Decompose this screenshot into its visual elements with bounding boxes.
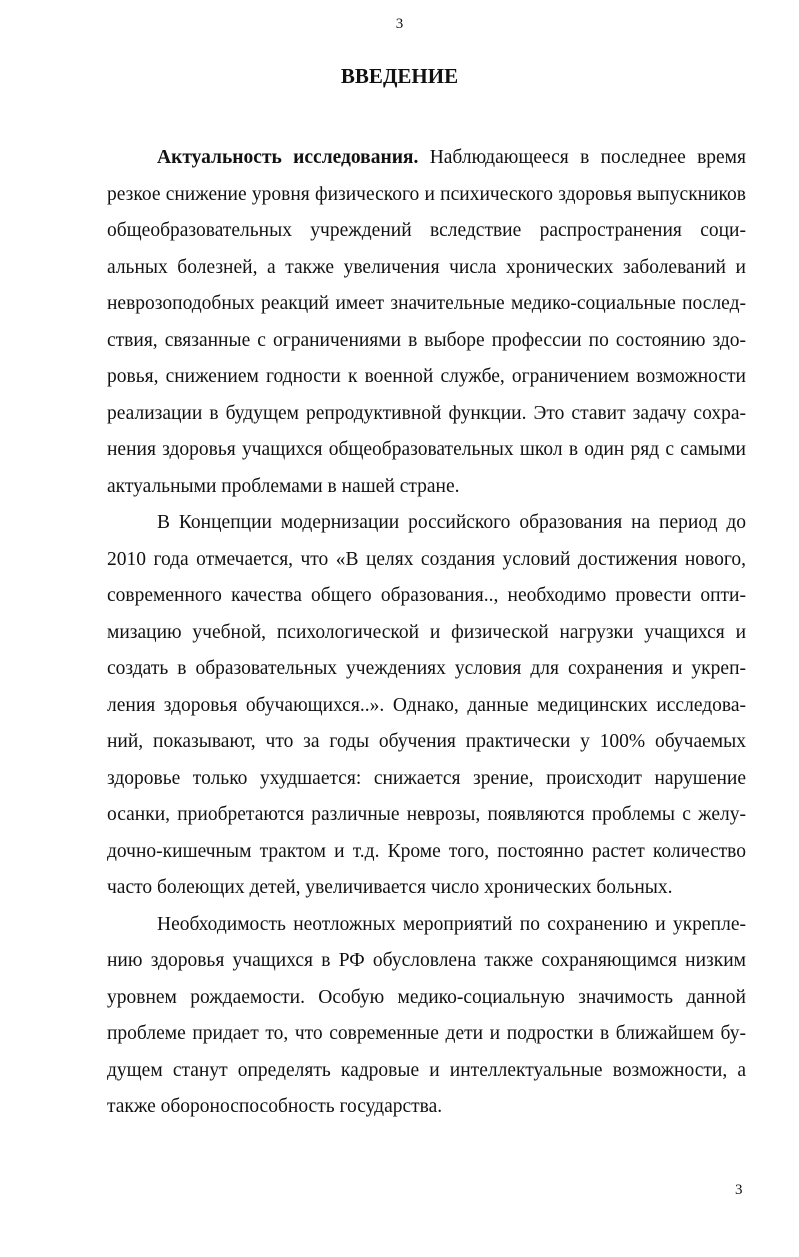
paragraph-necessity: Необходимость неотложных мероприятий по сохранению и укреплению здоровья учащихся в РФ обусловлена также сохраняющимся низким уровнем рождаемости. Особую медико-социальную значимость данной проблеме придает то, что современные дети и подростки в ближайшем будущем станут определять кадровые и интеллектуальные возможности, а также обороноспособность государства. (107, 913, 746, 1117)
paragraph-text: Наблюдающееся в последнее время резкое снижение уровня физического и психического здоровья выпускников общеобразовательных учреждений вследствие распространения социальных болезней, а также увеличения числа хронических заболеваний и неврозоподобных реакций имеет значительные медико-социальные последствия, связанные с ограничениями в выборе профессии по состоянию здоровья, снижением годности к военной службе, ограничением возможности реализации в будущем репродуктивной функции. Это ставит задачу сохранения здоровья учащихся общеобразовательных школ в один ряд с самыми актуальными проблемами в нашей стране. (107, 147, 746, 497)
page-number-top: 3 (395, 16, 404, 32)
body-text (107, 140, 746, 1126)
paragraph-relevance (107, 140, 746, 505)
paragraph-concept: В Концепции модернизации российского образования на период до 2010 года отмечается, что «В целях создания условий достижения нового, современного качества общего образования.., необходимо провести оптимизацию учебной, психологической и физической нагрузки учащихся и создать в образовательных учеждениях условия для сохранения и укрепления здоровья обучающихся..». Однако, данные медицинских исследований, показывают, что за годы обучения практически у 100% обучаемых здоровье только ухудшается: снижается зрение, происходит нарушение осанки, приобретаются различные неврозы, появляются проблемы с желудочно-кишечным трактом и т.д. Кроме того, постоянно растет количество часто болеющих детей, увеличивается число хронических больных. (107, 512, 746, 898)
page-title: ВВЕДЕНИЕ (340, 64, 459, 88)
paragraph-lead: Актуальность исследования. (157, 147, 419, 168)
page-number-bottom: 3 (735, 1182, 743, 1198)
